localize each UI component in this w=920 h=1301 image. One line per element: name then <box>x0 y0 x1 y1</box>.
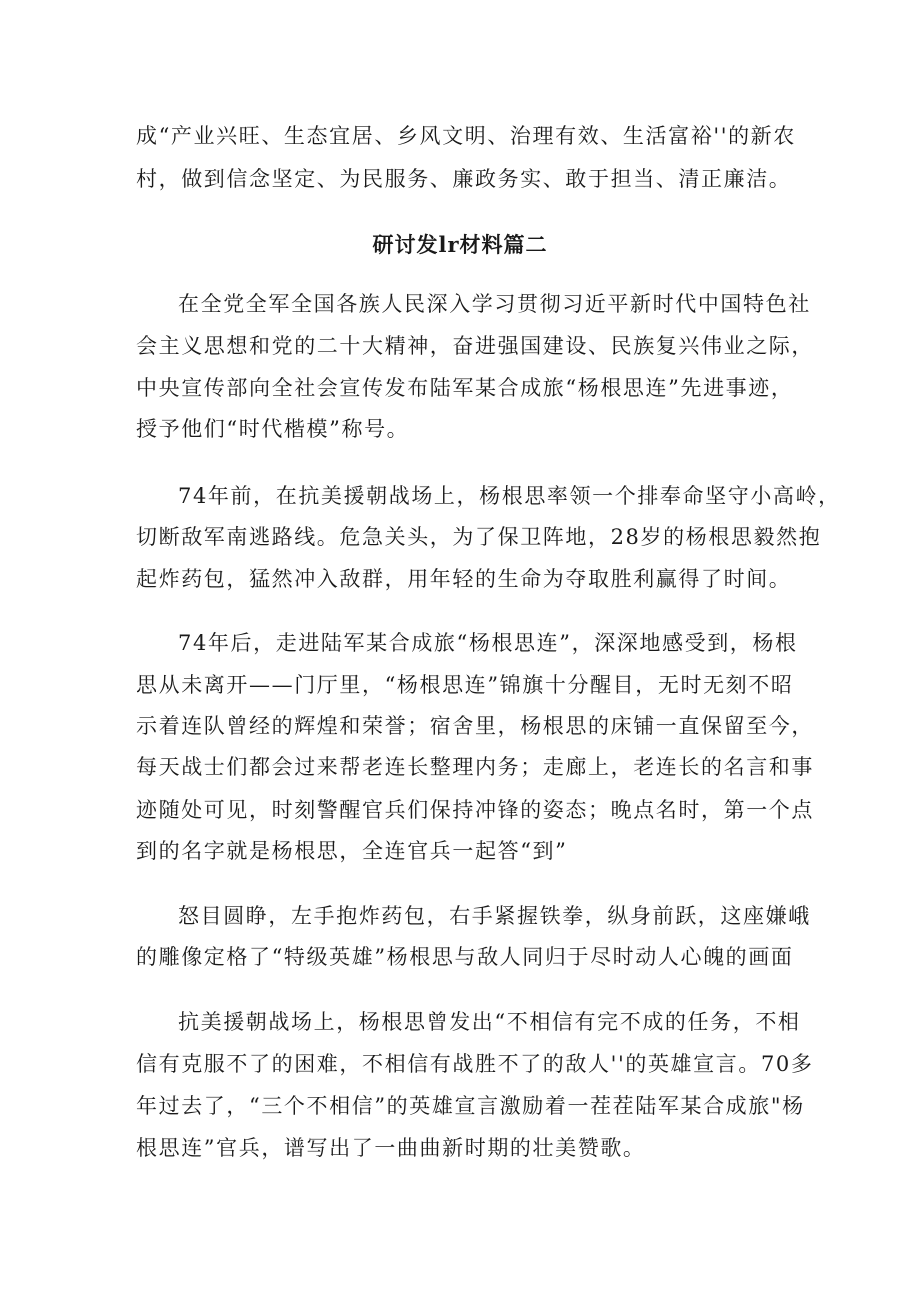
intro-line-2: 村，做到信念坚定、为民服务、廉政务实、敢于担当、清正廉洁。 <box>136 167 792 191</box>
paragraph-line: 中央宣传部向全社会宣传发布陆军某合成旅“杨根思连”先进事迹， <box>136 376 794 400</box>
paragraph-line: 在全党全军全国各族人民深入学习贯彻习近平新时代中国特色社 <box>178 292 811 316</box>
paragraph-line: 到的名字就是杨根思，全连官兵一起答“到” <box>136 839 568 863</box>
paragraph-line: 切断敌军南逃路线。危急关头，为了保卫阵地，28岁的杨根思毅然抱 <box>136 525 822 549</box>
paragraph-line: 示着连队曾经的辉煌和荣誉；宿舍里，杨根思的床铺一直保留至今， <box>136 714 814 738</box>
paragraph-line: 的雕像定格了“特级英雄”杨根思与敌人同归于尽时动人心魄的画面 <box>136 945 794 969</box>
paragraph-line: 年过去了，“三个不相信”的英雄宣言激励着一茬茬陆军某合成旅"杨 <box>136 1094 805 1118</box>
paragraph-line: 信有克服不了的困难，不相信有战胜不了的敌人''的英雄宣言。70多 <box>136 1052 814 1076</box>
paragraph-line: 会主义思想和党的二十大精神，奋进强国建设、民族复兴伟业之际， <box>136 334 814 358</box>
paragraph-line: 迹随处可见，时刻警醒官兵们保持冲锋的姿态；晚点名时，第一个点 <box>136 798 814 822</box>
section-title: 研讨发lr材料篇二 <box>372 232 548 257</box>
paragraph-line: 抗美援朝战场上，杨根思曾发出“不相信有完不成的任务，不相 <box>178 1010 801 1034</box>
paragraph-line: 74年前，在抗美援朝战场上，杨根思率领一个排奉命坚守小高岭， <box>178 484 841 508</box>
paragraph-line: 怒目圆睁，左手抱炸药包，右手紧握铁拳，纵身前跃，这座嫌峨 <box>178 904 811 928</box>
paragraph-line: 每天战士们都会过来帮老连长整理内务；走廊上，老连长的名言和事 <box>136 755 814 779</box>
paragraph-line: 根思连”官兵，谱写出了一曲曲新时期的壮美赞歌。 <box>136 1136 646 1160</box>
intro-line-1: 成“产业兴旺、生态宜居、乡风文明、治理有效、生活富裕''的新农 <box>136 124 796 148</box>
paragraph-line: 起炸药包，猛然冲入敌群，用年轻的生命为夺取胜利赢得了时间。 <box>136 567 792 591</box>
paragraph-line: 74年后，走进陆军某合成旅“杨根思连”，深深地感受到，杨根 <box>178 631 798 655</box>
paragraph-line: 思从未离开——门厅里，“杨根思连”锦旗十分醒目，无时无刻不昭 <box>136 673 794 697</box>
paragraph-line: 授予他们“时代楷模”称号。 <box>136 417 410 441</box>
